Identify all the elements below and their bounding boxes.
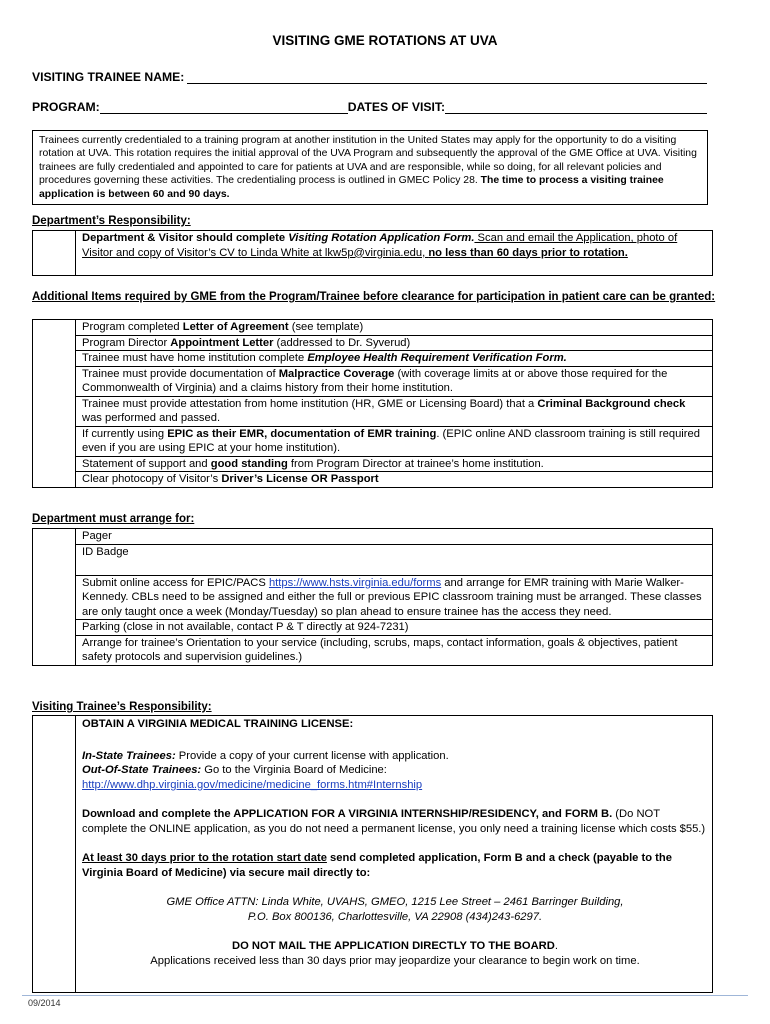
table-row <box>33 231 713 276</box>
trainee-name-field[interactable] <box>187 70 707 84</box>
board-of-medicine-link[interactable]: http://www.dhp.virginia.gov/medicine/medicine_forms.htm#Internship <box>82 778 423 791</box>
intro-text: Trainees currently credentialed to a training program at another institution in the United States may apply for the opportunity to do a visiting rotation at UVA. This rotation requires the initial approval of the UVA Program and subsequently the approval of the GME Office at UVA. Visiting trainees are fully credentialed and appointed to care for patients at UVA and are responsible, while so doing, for all relevant policies and procedures governing these activities. The credentialing process is outlined in GMEC Policy 28. <box>39 135 697 187</box>
list-item: Submit online access for EPIC/PACS https://www.hsts.virginia.edu/forms and arrange for EMR training with Marie Walker-Kennedy. CBLs need to be assigned and either the full or previous EPIC classroom training must be arranged. These classes are only taught once a week (Monday/Tuesday) so plan ahead to ensure trainee has the access they need. <box>76 575 713 620</box>
table-row <box>33 351 713 367</box>
dates-field[interactable] <box>445 100 707 114</box>
trainee-name-label: VISITING TRAINEE NAME: <box>32 70 185 84</box>
additional-table <box>32 319 713 488</box>
late-warning: Applications received less than 30 days prior may jeopardize your clearance to begin work on time. <box>150 954 640 967</box>
table-row <box>33 635 713 665</box>
visitor-heading: Visiting Trainee’s Responsibility: <box>32 701 212 713</box>
table-row <box>33 472 713 488</box>
table-row <box>33 716 713 993</box>
address-line-1: GME Office ATTN: Linda White, UVAHS, GMEO, 1215 Lee Street – 2461 Barringer Building, <box>166 896 624 908</box>
license-title: OBTAIN A VIRGINIA MEDICAL TRAINING LICENSE: <box>82 718 354 730</box>
page-title: VISITING GME ROTATIONS AT UVA <box>272 33 498 48</box>
table-row <box>33 320 713 336</box>
table-row <box>33 575 713 620</box>
table-row <box>33 620 713 636</box>
table-row <box>33 544 713 575</box>
intro-processing-time: The time to process a visiting trainee application is between 60 and 90 days. <box>39 175 664 200</box>
table-row <box>33 529 713 545</box>
list-item: Program completed Letter of Agreement (see template) <box>76 320 713 336</box>
table-row <box>33 335 713 351</box>
program-dates-row <box>32 100 707 114</box>
list-item: Arrange for trainee’s Orientation to your service (including, scrubs, maps, contact information, goals & objectives, patient safety protocols and supervision guidelines.) <box>76 635 713 665</box>
arrange-table <box>32 528 713 666</box>
address-line-2: P.O. Box 800136, Charlottesville, VA 22908 (434)243-6297. <box>247 910 543 923</box>
footer-date: 09/2014 <box>28 998 61 1008</box>
program-label: PROGRAM: <box>32 100 100 114</box>
dept-resp-cell: Department & Visitor should complete Visiting Rotation Application Form. Scan and email the Application, photo of Visitor and copy of Visitor’s CV to Linda White at lkw5p@virginia.edu, no less than 60 days prior to rotation. <box>76 231 713 276</box>
table-row <box>33 426 713 456</box>
list-item: Trainee must provide attestation from home institution (HR, GME or Licensing Board) that a Criminal Background check was performed and passed. <box>76 396 713 426</box>
arrange-heading: Department must arrange for: <box>32 513 195 525</box>
list-item: Statement of support and good standing from Program Director at trainee’s home institution. <box>76 456 713 472</box>
epic-forms-link[interactable]: https://www.hsts.virginia.edu/forms <box>268 576 442 589</box>
program-field[interactable] <box>100 100 348 114</box>
list-item: Pager <box>76 529 713 545</box>
table-row <box>33 366 713 396</box>
list-item: Clear photocopy of Visitor’s Driver’s License OR Passport <box>76 472 713 488</box>
list-item: ID Badge <box>76 544 713 575</box>
list-item: Trainee must have home institution complete Employee Health Requirement Verification Form. <box>76 351 713 367</box>
footer-divider <box>22 995 748 996</box>
dept-resp-heading: Department’s Responsibility: <box>32 215 191 227</box>
visitor-table <box>32 715 713 993</box>
list-item: If currently using EPIC as their EMR, documentation of EMR training. (EPIC online AND classroom training is still required even if you are using EPIC at your home institution). <box>76 426 713 456</box>
additional-heading: Additional Items required by GME from the Program/Trainee before clearance for participation in patient care can be granted: <box>32 291 716 303</box>
list-item: Trainee must provide documentation of Malpractice Coverage (with coverage limits at or above those required for the Commonwealth of Virginia) and a claims history from their home institution. <box>76 366 713 396</box>
table-row <box>33 396 713 426</box>
list-item: Parking (close in not available, contact P & T directly at 924-7231) <box>76 620 713 636</box>
list-item: Program Director Appointment Letter (addressed to Dr. Syverud) <box>76 335 713 351</box>
table-row <box>33 456 713 472</box>
trainee-name-row <box>32 70 707 84</box>
dates-label: DATES OF VISIT: <box>347 100 445 114</box>
dept-resp-table <box>32 230 713 276</box>
visitor-cell: OBTAIN A VIRGINIA MEDICAL TRAINING LICENSE: In-State Trainees: Provide a copy of your current license with application. Out-Of-State Trainees: Go to the Virginia Board of Medicine: http://www.dhp.virginia.gov/medicine/medicine_forms.htm#Internship Download and complete the APPLICATION FOR A VIRGINIA INTERNSHIP/RESIDENCY, and FORM B. (Do NOT complete the ONLINE application, as you do not need a permanent license, you only need a training license which costs $55.) At least 30 days prior to the rotation start date send completed application, Form B and a check (payable to the Virginia Board of Medicine) via secure mail directly to: GME Office ATTN: Linda White, UVAHS, GMEO, 1215 Lee Street – 2461 Barringer Building, P.O. Box 800136, Charlottesville, VA 22908 (434)243-6297. DO NOT MAIL THE APPLICATION DIRECTLY TO THE BOARD. Applications received less than 30 days prior may jeopardize your clearance to begin work on time. <box>76 716 713 993</box>
intro-box <box>32 130 708 205</box>
